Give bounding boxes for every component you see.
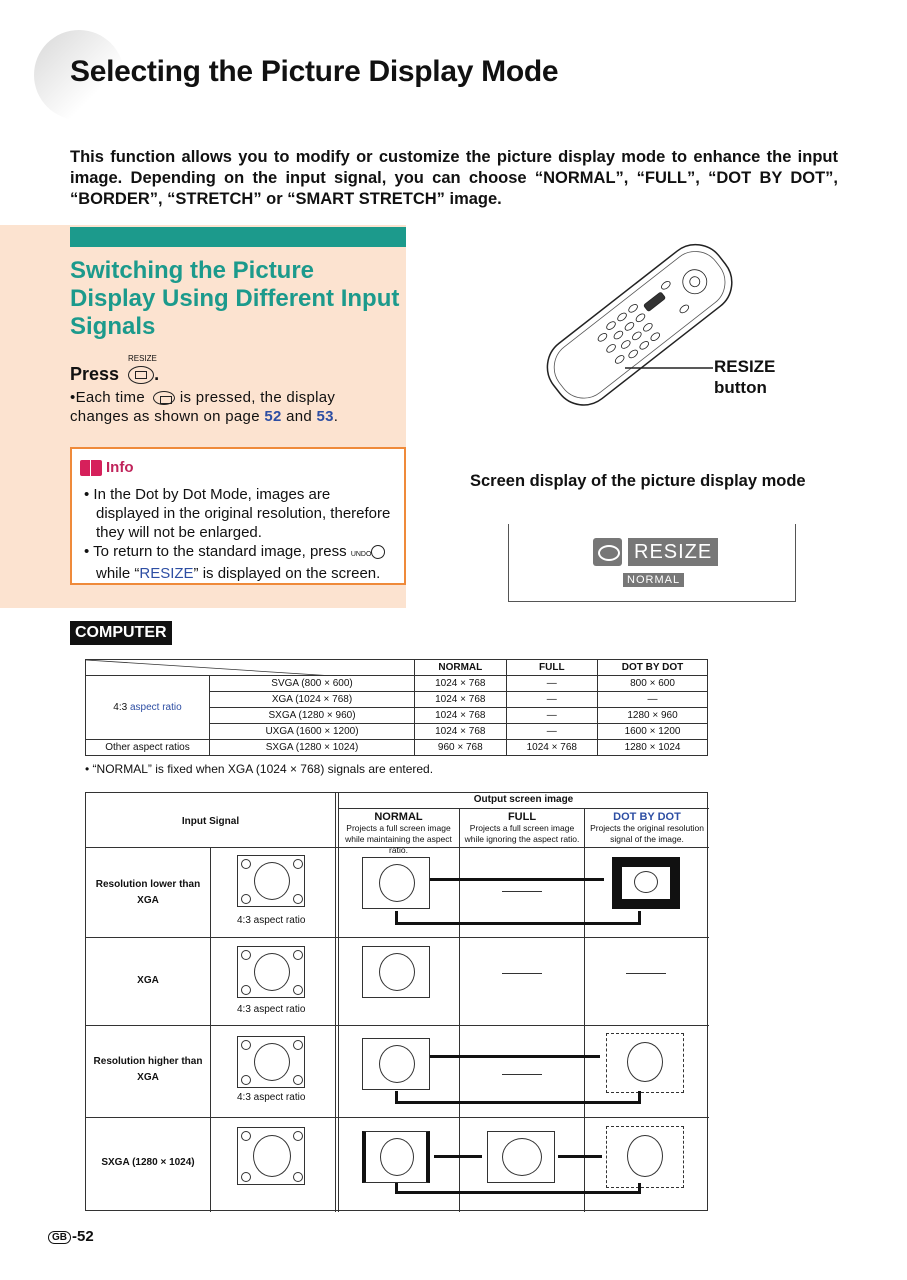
info-title: Info bbox=[106, 459, 134, 476]
dot-header bbox=[585, 811, 709, 845]
table-cell: 1024 × 768 bbox=[415, 692, 506, 708]
table-cell: 1280 × 960 bbox=[598, 708, 708, 724]
book-icon bbox=[80, 460, 102, 476]
and-text: and bbox=[286, 408, 313, 425]
info-item-2: • To return to the standard image, press UNDO while “RESIZE” is displayed on the screen. bbox=[84, 542, 396, 583]
table-cell: — bbox=[506, 692, 597, 708]
table-cell: 1280 × 1024 bbox=[598, 740, 708, 756]
table-cell: — bbox=[506, 676, 597, 692]
group-other: Other aspect ratios bbox=[86, 740, 210, 756]
resize-button-label: RESIZE bbox=[128, 354, 157, 363]
col-normal: NORMAL bbox=[415, 660, 506, 676]
table-cell: UXGA (1600 × 1200) bbox=[210, 724, 415, 740]
section-heading: Switching the Picture Display Using Different Input Signals bbox=[70, 257, 400, 340]
table-cell: 1600 × 1200 bbox=[598, 724, 708, 740]
info-item-1-text: In the Dot by Dot Mode, images are displayed in the original resolution, therefore they will not be enlarged. bbox=[93, 486, 391, 541]
info-heading bbox=[80, 459, 134, 476]
normal-title: NORMAL bbox=[374, 811, 423, 823]
resize-osd-icon bbox=[593, 538, 622, 566]
screen-image bbox=[362, 1038, 430, 1090]
screen-image bbox=[612, 857, 680, 909]
page-title: Selecting the Picture Display Mode bbox=[70, 55, 559, 88]
page-link-53[interactable]: 53 bbox=[316, 408, 334, 425]
resize-link[interactable]: RESIZE bbox=[139, 565, 194, 582]
table-cell: SXGA (1280 × 960) bbox=[210, 708, 415, 724]
resize-callout: RESIZE button bbox=[714, 357, 776, 397]
col-dot: DOT BY DOT bbox=[598, 660, 708, 676]
row-higher-xga: Resolution higher than XGA bbox=[93, 1056, 203, 1083]
dash bbox=[502, 891, 542, 892]
page-link-52[interactable]: 52 bbox=[264, 408, 282, 425]
screen-image bbox=[362, 946, 430, 998]
info-item-1: • In the Dot by Dot Mode, images are displayed in the original resolution, therefore they will not be enlarged. bbox=[84, 486, 391, 541]
undo-button-icon bbox=[371, 545, 385, 559]
screen-image bbox=[487, 1131, 555, 1183]
screen-image bbox=[237, 946, 305, 998]
info-item-2-mid: while “ bbox=[96, 565, 140, 582]
normal-note: • “NORMAL” is fixed when XGA (1024 × 768) signals are entered. bbox=[85, 762, 434, 776]
normal-desc: Projects a full screen image while maintaining the aspect ratio. bbox=[345, 823, 452, 855]
screen-image bbox=[237, 855, 305, 907]
table-cell: SVGA (800 × 600) bbox=[210, 676, 415, 692]
row-sxga: SXGA (1280 × 1024) bbox=[101, 1157, 195, 1168]
dash bbox=[502, 1074, 542, 1075]
page-number bbox=[48, 1228, 94, 1245]
row-xga: XGA bbox=[137, 975, 159, 986]
aspect-label: 4:3 aspect ratio bbox=[237, 915, 306, 926]
region-badge: GB bbox=[48, 1231, 71, 1244]
table-cell: XGA (1024 × 768) bbox=[210, 692, 415, 708]
resize-bullet: •Each time is pressed, the display changes as shown on page 52 and 53. bbox=[70, 389, 339, 425]
screen-image bbox=[606, 1033, 684, 1093]
screen-display-heading: Screen display of the picture display mode bbox=[470, 472, 806, 490]
undo-button-label: UNDO bbox=[350, 551, 372, 558]
table-cell: 1024 × 768 bbox=[415, 724, 506, 740]
osd-mode: NORMAL bbox=[623, 573, 684, 587]
resize-button-icon bbox=[153, 391, 175, 405]
group-43 bbox=[86, 676, 210, 740]
info-box bbox=[70, 447, 406, 585]
table-cell: — bbox=[506, 708, 597, 724]
bullet-mid: is pressed, the display changes as shown on page bbox=[70, 389, 336, 425]
page-number-text: -52 bbox=[72, 1228, 94, 1245]
table-cell: 1024 × 768 bbox=[415, 676, 506, 692]
full-desc: Projects a full screen image while ignoring the aspect ratio. bbox=[464, 823, 580, 844]
press-label: Press bbox=[70, 364, 120, 384]
info-item-2-post: ” is displayed on the screen. bbox=[193, 565, 381, 582]
bullet-pre: Each time bbox=[75, 389, 145, 406]
intro-text: This function allows you to modify or customize the picture display mode to enhance the input image. Depending on the input signal, you can choose “NORMAL”, “FULL”, “DOT BY DOT”, “BORDER”, “STRETCH” or “SMART STRETCH” image. bbox=[70, 148, 838, 208]
screen-image bbox=[606, 1126, 684, 1188]
full-title: FULL bbox=[507, 811, 537, 823]
press-instruction bbox=[70, 354, 160, 385]
table-corner bbox=[86, 660, 415, 676]
dot-desc: Projects the original resolution signal of the image. bbox=[590, 823, 704, 844]
output-image-header: Output screen image bbox=[473, 794, 574, 805]
dash bbox=[626, 973, 666, 974]
screen-image bbox=[237, 1127, 305, 1185]
aspect-label: 4:3 aspect ratio bbox=[237, 1092, 306, 1103]
table-cell: 800 × 600 bbox=[598, 676, 708, 692]
resolution-table bbox=[85, 659, 708, 756]
table-cell: SXGA (1280 × 1024) bbox=[210, 740, 415, 756]
screen-image bbox=[362, 857, 430, 909]
dash bbox=[502, 973, 542, 974]
info-list bbox=[84, 485, 396, 583]
col-full: FULL bbox=[506, 660, 597, 676]
info-item-2-pre: To return to the standard image, press bbox=[93, 543, 347, 560]
table-cell: — bbox=[506, 724, 597, 740]
osd-resize-label: RESIZE bbox=[628, 538, 718, 566]
table-cell: — bbox=[598, 692, 708, 708]
screen-image bbox=[362, 1131, 430, 1183]
table-cell: 1024 × 768 bbox=[506, 740, 597, 756]
normal-note-text: “NORMAL” is fixed when XGA (1024 × 768) signals are entered. bbox=[92, 762, 434, 776]
aspect-label: 4:3 aspect ratio bbox=[237, 1004, 306, 1015]
press-period: . bbox=[154, 364, 160, 384]
resize-button-icon bbox=[128, 366, 154, 384]
normal-header bbox=[338, 811, 459, 856]
screen-display-box bbox=[508, 524, 796, 602]
row-lower-xga: Resolution lower than XGA bbox=[95, 879, 201, 906]
section-bar bbox=[70, 227, 406, 247]
full-header bbox=[460, 811, 584, 845]
aspect-ratio-link[interactable]: aspect ratio bbox=[129, 702, 182, 713]
table-cell: 960 × 768 bbox=[415, 740, 506, 756]
group-43-label: 4:3 bbox=[113, 702, 128, 713]
table-cell: 1024 × 768 bbox=[415, 708, 506, 724]
remote-control-illustration bbox=[505, 240, 755, 450]
osd-resize bbox=[593, 538, 718, 566]
input-signal-header: Input Signal bbox=[181, 816, 240, 827]
bullet-period: . bbox=[333, 408, 339, 425]
computer-label: COMPUTER bbox=[70, 621, 172, 645]
screen-image bbox=[237, 1036, 305, 1088]
dot-title: DOT BY DOT bbox=[613, 811, 681, 823]
output-image-table bbox=[85, 792, 708, 1211]
